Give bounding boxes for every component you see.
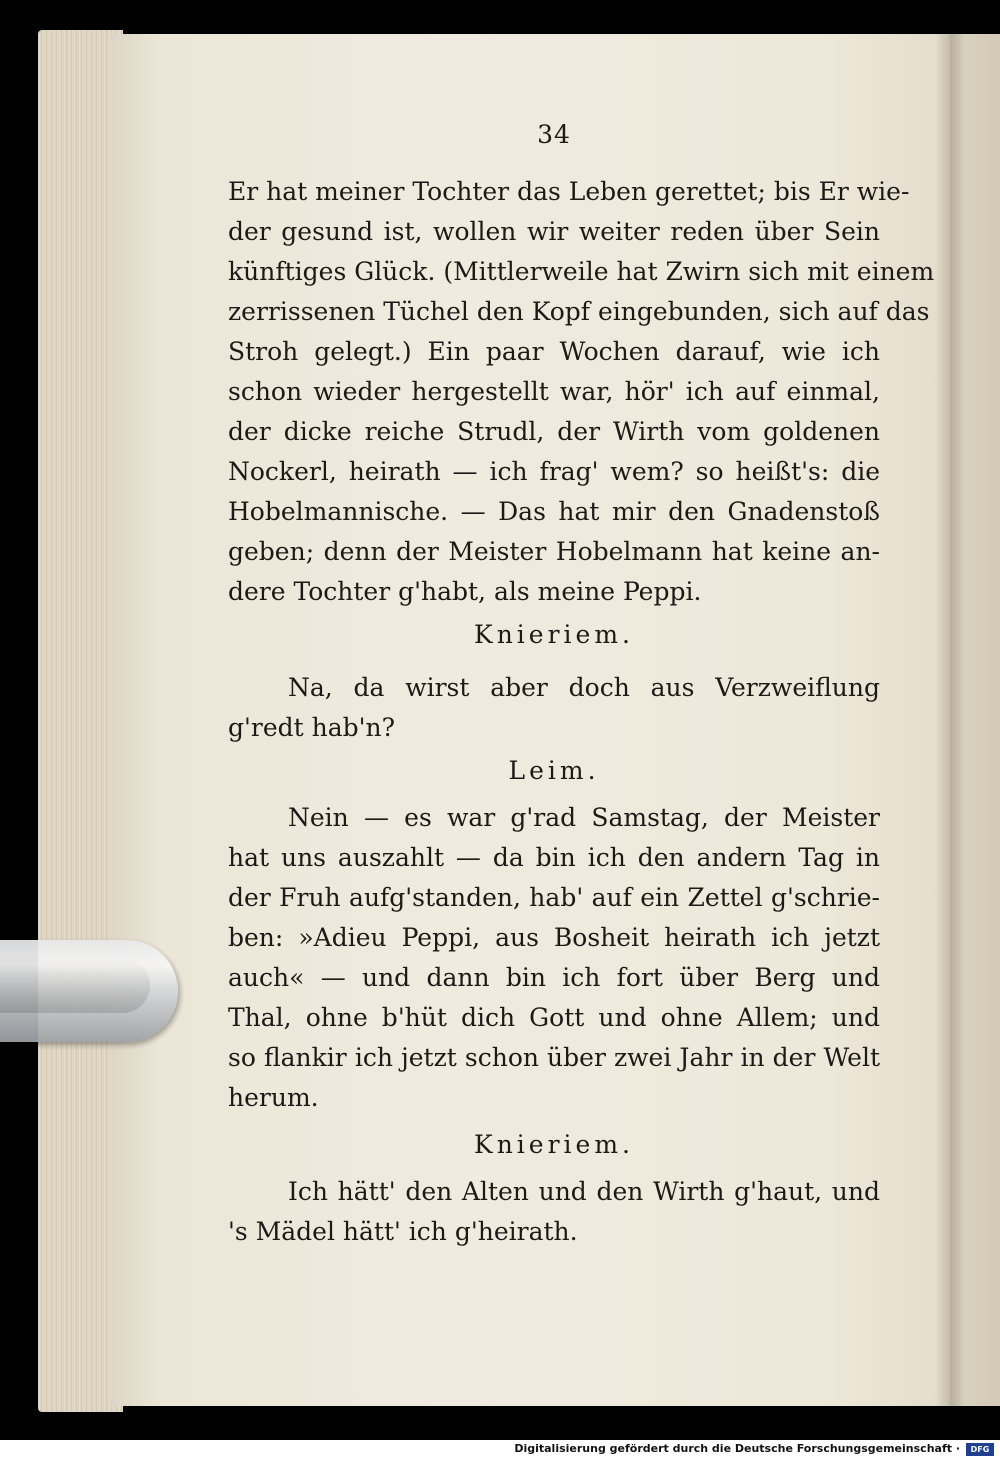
speaker-heading: Knieriem. — [474, 620, 634, 649]
clamp-reflection — [0, 958, 150, 1013]
scanner-clamp — [0, 940, 178, 1042]
text-line: herum. — [228, 1083, 319, 1112]
text-line: der Fruh aufg'standen, hab' auf ein Zettel g'schrie- — [228, 883, 880, 912]
text-line: zerrissenen Tüchel den Kopf eingebunden, sich auf das — [228, 297, 930, 326]
text-line: Nein — es war g'rad Samstag, der Meister — [288, 803, 880, 832]
funding-credit: Digitalisierung gefördert durch die Deutsche Forschungsgemeinschaft · — [514, 1442, 960, 1455]
text-line: Er hat meiner Tochter das Leben gerettet; bis Er wie- — [228, 177, 910, 206]
text-line: Thal, ohne b'hüt dich Gott und ohne Allem; und — [228, 1003, 880, 1032]
page-number: 34 — [537, 120, 571, 149]
text-line: hat uns auszahlt — da bin ich den andern Tag in — [228, 843, 880, 872]
speaker-heading: Leim. — [508, 756, 600, 785]
text-line: künftiges Glück. (Mittlerweile hat Zwirn sich mit einem — [228, 257, 935, 286]
text-line: dere Tochter g'habt, als meine Peppi. — [228, 577, 702, 606]
text-line: so flankir ich jetzt schon über zwei Jahr in der Welt — [228, 1043, 880, 1072]
text-line: auch« — und dann bin ich fort über Berg und — [228, 963, 880, 992]
footer-bar — [0, 1440, 1000, 1459]
dfg-logo: DFG — [966, 1443, 994, 1456]
text-line: der dicke reiche Strudl, der Wirth vom goldenen — [228, 417, 880, 446]
text-line: Ich hätt' den Alten und den Wirth g'haut, und — [288, 1177, 880, 1206]
text-line: 's Mädel hätt' ich g'heirath. — [228, 1217, 578, 1246]
text-line: Hobelmannische. — Das hat mir den Gnadenstoß — [228, 497, 880, 526]
text-line: Na, da wirst aber doch aus Verzweiflung — [288, 673, 880, 702]
speaker-heading: Knieriem. — [474, 1130, 634, 1159]
text-line: der gesund ist, wollen wir weiter reden über Sein — [228, 217, 880, 246]
text-line: ben: »Adieu Peppi, aus Bosheit heirath ich jetzt — [228, 923, 880, 952]
text-line: geben; denn der Meister Hobelmann hat keine an- — [228, 537, 880, 566]
text-line: schon wieder hergestellt war, hör' ich auf einmal, — [228, 377, 880, 406]
text-line: Nockerl, heirath — ich frag' wem? so heißt's: die — [228, 457, 880, 486]
text-line: Stroh gelegt.) Ein paar Wochen darauf, wie ich — [228, 337, 880, 366]
text-line: g'redt hab'n? — [228, 713, 396, 742]
facing-page-edge — [950, 34, 1000, 1406]
